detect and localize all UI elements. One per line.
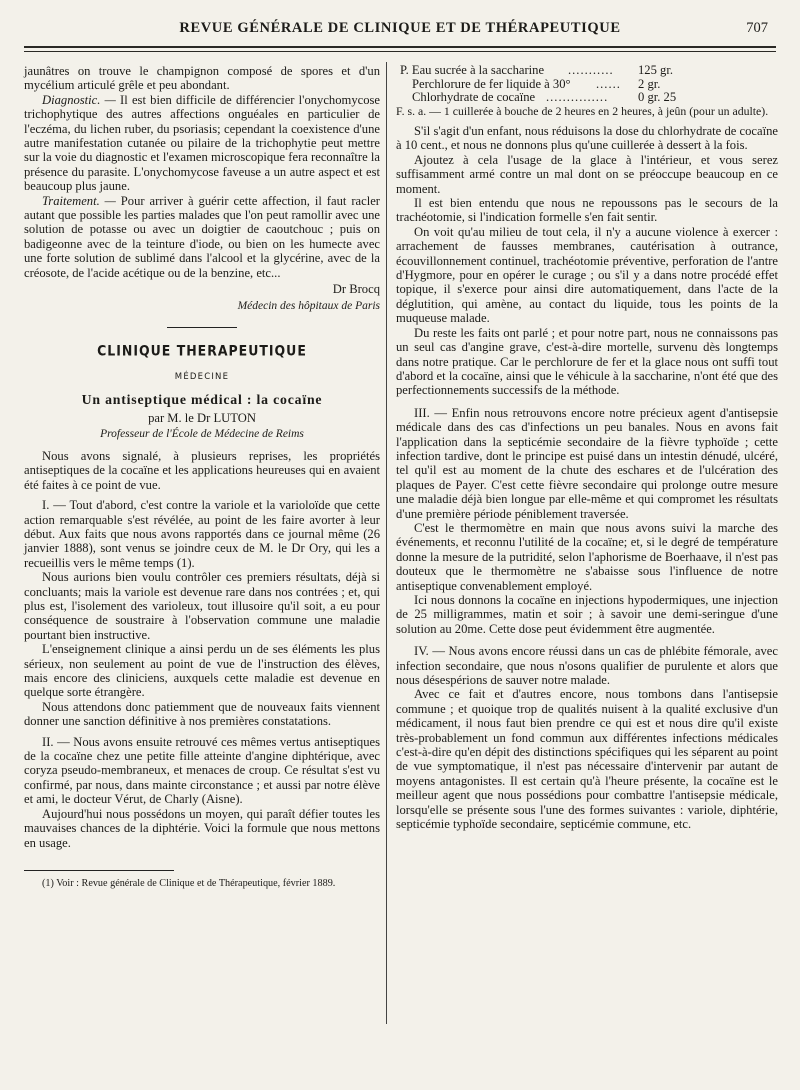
article-title: Un antiseptique médical : la cocaïne (81, 391, 323, 407)
treatment-label: Traitement. — (42, 193, 116, 208)
right-column (396, 64, 778, 832)
page-number: 707 (746, 20, 768, 36)
header-rule-thin (24, 51, 776, 52)
prescription-item: Perchlorure de fer liquide à 30° (412, 76, 571, 91)
paragraph: Avec ce fait et d'autres encore, nous tombons dans l'antisepsie commune ; et quoique trop de qualités nuisent à la qualité exclusive d'un médicament, il nous faut bien prendre ce qui est et nous dire qu'il existe très-probablement un fond commun aux différentes infections médicales c'est-à-dire qu'en dépit des distinctions spécifiques qui les séparent au point de vue symptomatique, il n'est pas nécessaire d'intervenir par autant de moyens antagonistes. Il est certain qu'à l'heure présente, la cocaïne est le meilleur agent que nous possédions pour combattre l'antisepsie médicale, lorsqu'elle se présente sous l'une des formes suivantes : variole, diphtérie, septicémie typhoïde secondaire, septicémie commune, etc. (396, 687, 778, 832)
paragraph: L'enseignement clinique a ainsi perdu un de ses éléments les plus sérieux, non seulement au point de vue de l'instruction des élèves, mais encore des cliniciens, auxquels cette maladie est devenue en quelque sorte étrangère. (24, 642, 380, 700)
footnote: (1) Voir : Revue générale de Clinique et de Thérapeutique, février 1889. (42, 877, 336, 889)
running-head (24, 18, 776, 42)
prescription-qty: 0 gr. 25 (638, 90, 677, 104)
author-signature: Dr Brocq (332, 282, 380, 297)
prescription-line (396, 91, 778, 105)
paragraph-text: Pour arriver à guérir cette affection, il faut racler autant que possible les parties malades que l'on peut ramollir avec une solution de potasse ou avec un doigtier de caoutchouc ; puis on badigeonne avec de la teinture d'iode, ou bien on les humecte avec une forte solution de sublimé dans l'alcool et la glycérine, avec de la créosote, de l'acide acétique ou de la benzine, etc... (24, 193, 380, 280)
paragraph: Ajoutez à cela l'usage de la glace à l'intérieur, et vous serez suffisamment armé contre un mal dont on se préoccupe beaucoup en ce moment. (396, 152, 778, 196)
paragraph: Il est bien entendu que nous ne repoussons pas le secours de la trachéotomie, si l'indication formelle s'en fait sentir. (396, 196, 778, 225)
paragraph: Nous avons signalé, à plusieurs reprises, les propriétés antiseptiques de la cocaïne et les applications heureuses qui en avaient été faites à ce point de vue. (24, 448, 380, 492)
section-rule (167, 327, 237, 328)
leader-dots: ............... (546, 91, 609, 104)
section-title: CLINIQUE THERAPEUTIQUE (97, 342, 307, 359)
section-kicker: MÉDECINE (174, 372, 230, 383)
article-byline: par M. le Dr LUTON (148, 411, 256, 426)
diagnostic-label: Diagnostic. — (42, 92, 116, 107)
journal-title: REVUE GÉNÉRALE DE CLINIQUE ET DE THÉRAPEUTIQUE (179, 20, 621, 36)
paragraph: II. — Nous avons ensuite retrouvé ces mêmes vertus antiseptiques de la cocaïne chez une petite fille atteinte d'angine diphtérique, avec coryza pseudo-membraneux, et menaces de croup. Ce résultat s'est vu confirmé, par nous, dans mainte circonstance ; et aussi par notre élève et ami, le docteur Vérut, de Charly (Aisne). (24, 734, 380, 807)
header-rule (24, 46, 776, 48)
paragraph-text: Il est bien difficile de différencier l'onychomycose trichophytique des autres affections onguéales en particulier de l'eczéma, du lichen ruber, du psoriasis; cependant la coexistence d'une autre manifestation cutanée ou pilaire de la trichophytie peut mettre sur la voie du diagnostic et l'examen microscopique fera reconnaître la présence du parasite. L'onychomycose faveuse a un autre aspect et est beaucoup plus jaune. (24, 92, 380, 194)
prescription-line (396, 64, 778, 78)
paragraph: C'est le thermomètre en main que nous avons suivi la marche des événements, et reconnu l'utilité de la cocaïne; et, si le degré de température donne la mesure de la putridité, selon l'aphorisme de Boerhaave, il n'est pas douteux que le thermomètre ne s'abaisse sous l'influence de notre antiseptique convenablement employé. (396, 520, 778, 593)
author-affiliation: Professeur de l'École de Médecine de Reims (100, 427, 304, 440)
treatment-paragraph (24, 194, 380, 280)
prescription (396, 64, 778, 118)
author-title: Médecin des hôpitaux de Paris (237, 299, 380, 312)
column-divider (386, 62, 387, 1024)
paragraph: jaunâtres on trouve le champignon composé de spores et d'un mycélium articulé grêle et peu abondant. (24, 64, 380, 93)
paragraph: I. — Tout d'abord, c'est contre la variole et la varioloïde que cette action remarquable s'est révélée, au point de les faire avorter à leur début. Aux faits que nous avons rapportés dans ce journal même (26 janvier 1888), sont venus se joindre ceux de M. le Dr Ory, qui les a recueillis vers le même temps (1). (24, 498, 380, 570)
prescription-qty: 2 gr. (638, 76, 661, 91)
paragraph: Ici nous donnons la cocaïne en injections hypodermiques, une injection de 25 milligrammes, matin et soir ; à savoir une demi-seringue d'une solution au 20me. Cette dose peut évidemment être augmentée. (396, 593, 778, 636)
left-column (24, 64, 380, 890)
leader-dots: ........... (568, 64, 614, 77)
paragraph: Du reste les faits ont parlé ; et pour notre part, nous ne connaissons pas un seul cas d'angine grave, c'est-à-dire mortelle, survenu dès longtemps dans notre pratique. Car le perchlorure de fer et la glace nous ont suffi tout d'abord et la cocaïne, ainsi que le véhicule à la saccharine, n'ont été que des perfectionnements successifs de la méthode. (396, 325, 778, 398)
prescription-item: P. Eau sucrée à la saccharine (400, 63, 545, 77)
paragraph: On voit qu'au milieu de tout cela, il n'y a aucune violence à exercer : arrachement de fausses membranes, cautérisation à outrance, écouvillonnement continuel, trachéotomie préventive, perforation de l'antre d'Hygmore, pour en opérer le curage ; ou s'il y a dans notre procédé effet topique, il s'exerce pour ainsi dire automatiquement, dans l'acte de la déglutition, qui amène, au contact du liquide, tous les points de la muqueuse malade. (396, 224, 778, 326)
prescription-item: Chlorhydrate de cocaïne (412, 90, 536, 104)
paragraph: S'il s'agit d'un enfant, nous réduisons la dose du chlorhydrate de cocaïne à 10 cent., et nous ne donnons plus qu'une cuillerée à dessert à la fois. (396, 124, 778, 153)
paragraph: Nous attendons donc patiemment que de nouveaux faits viennent donner une sanction définitive à nos premières constatations. (24, 699, 380, 729)
paragraph: Aujourd'hui nous possédons un moyen, qui paraît défier toutes les mauvaises chances de la diphtérie. Voici la formule que nous mettons en usage. (24, 806, 380, 850)
paragraph: IV. — Nous avons encore réussi dans un cas de phlébite fémorale, avec infection secondaire, que nous n'osons qualifier de purulente et alors que nous désespérions de sauver notre malade. (396, 644, 778, 688)
prescription-line (396, 78, 778, 92)
paragraph: III. — Enfin nous retrouvons encore notre précieux agent d'antisepsie médicale dans des cas d'infections un peu banales. Nous en avons fait l'application dans la septicémie secondaire de la fièvre typhoïde ; cette infection tardive, dont le principe est puisé dans un intestin dénudé, ulcéré, tel qu'il est au moment de la chute des eschares et de l'ulcération des plaques de Payer. C'est cette fièvre secondaire qui prolonge outre mesure une maladie déjà bien longue par elle-même et qui compromet les résultats d'une première période péniblement traversée. (396, 405, 778, 521)
prescription-qty: 125 gr. (638, 63, 673, 77)
leader-dots: ...... (596, 77, 621, 91)
paragraph: Nous aurions bien voulu contrôler ces premiers résultats, déjà si concluants; mais la variole est devenue rare dans nos contrées ; et, qui plus est, l'isolement des varioleux, tout illusoire qu'il soit, a eu pour conséquence de soustraire à l'observation commune une maladie pourtant bien instructive. (24, 570, 380, 642)
footnote-rule (24, 870, 174, 871)
prescription-note: F. s. a. — 1 cuillerée à bouche de 2 heures en 2 heures, à jeûn (pour un adulte). (396, 103, 769, 118)
diagnostic-paragraph (24, 93, 380, 194)
